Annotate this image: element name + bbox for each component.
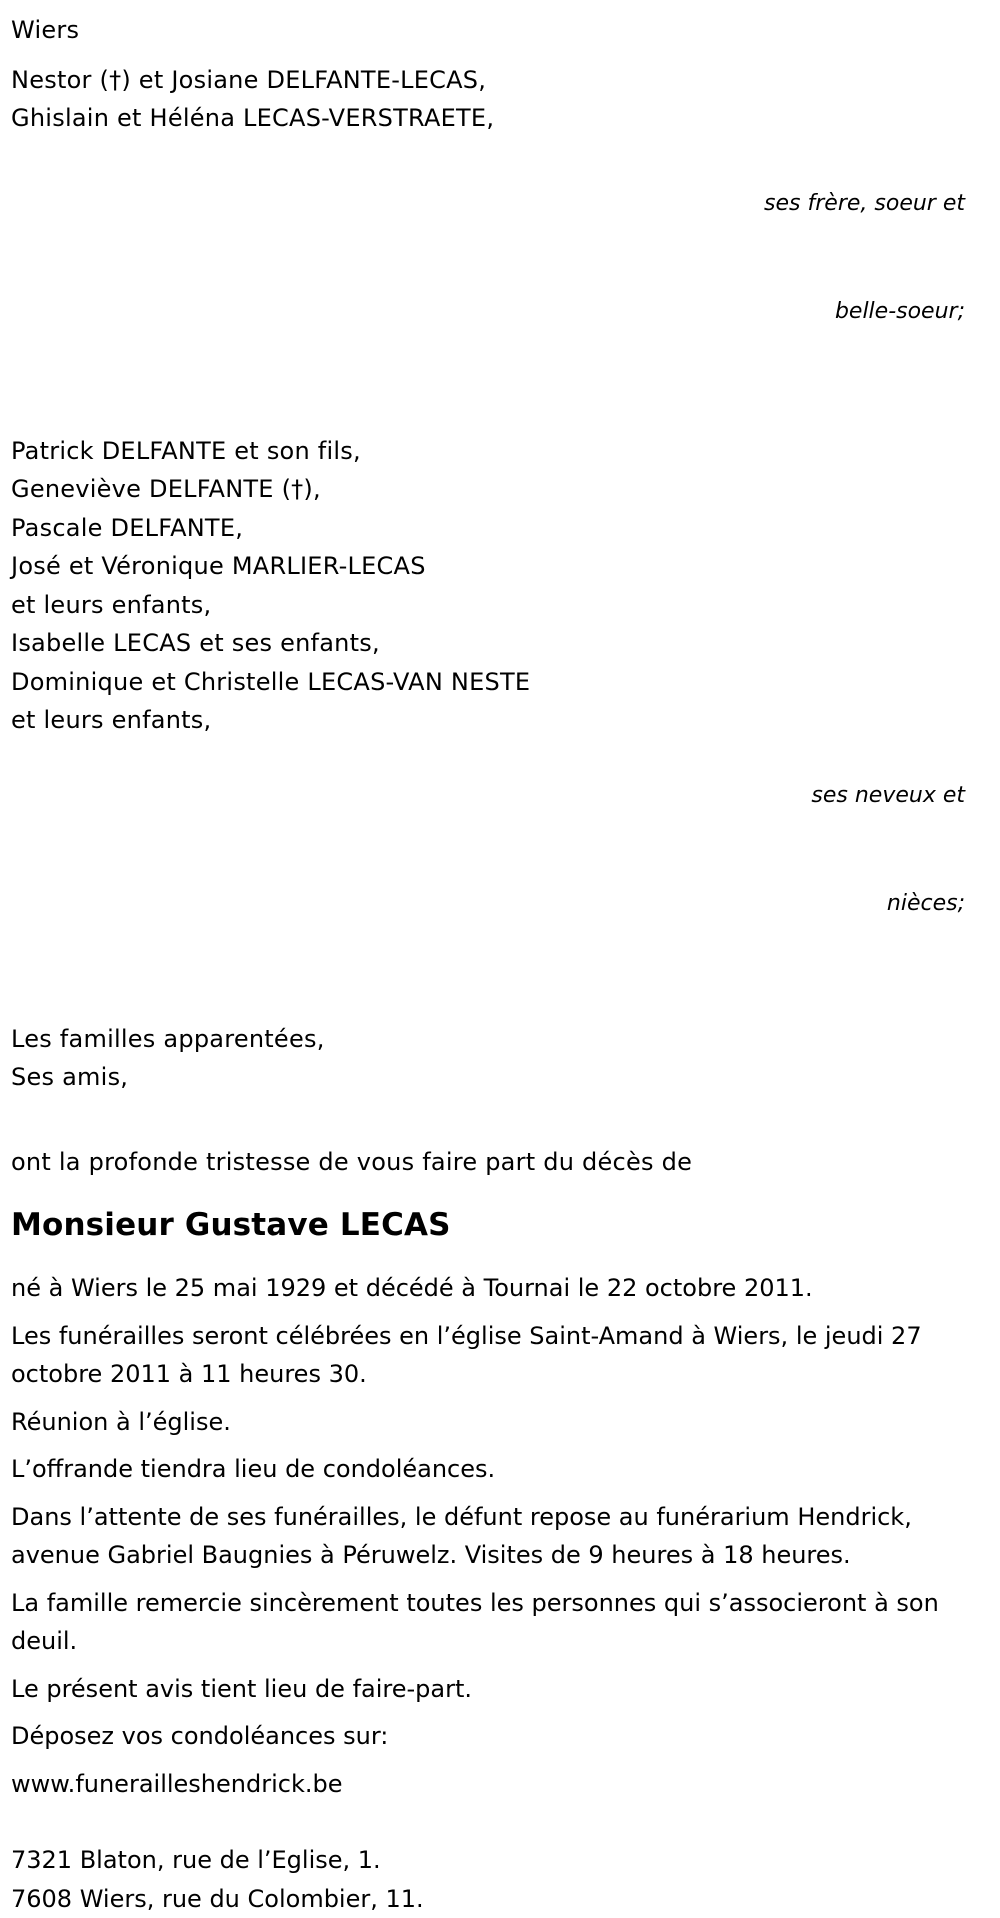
nephews-line-2: Geneviève DELFANTE (†), bbox=[11, 470, 965, 509]
detail-paragraph-funerarium: Dans l’attente de ses funérailles, le défunt repose au funérarium Hendrick, avenue Gabriel Baugnies à Péruwelz. Visites de 9 heures à 18 heures. bbox=[11, 1498, 965, 1575]
detail-paragraph-offrande: L’offrande tiendra lieu de condoléances. bbox=[11, 1450, 965, 1489]
nephews-line-8: et leurs enfants, bbox=[11, 701, 965, 740]
detail-paragraph-thanks: La famille remercie sincèrement toutes les personnes qui s’associeront à son deuil. bbox=[11, 1584, 965, 1661]
nephews-line-5: et leurs enfants, bbox=[11, 586, 965, 625]
details-block bbox=[11, 1269, 965, 1803]
siblings-block bbox=[11, 61, 965, 402]
others-line-2: Ses amis, bbox=[11, 1058, 965, 1097]
address-line-1: 7321 Blaton, rue de l’Eglise, 1. bbox=[11, 1841, 965, 1880]
condolences-website[interactable]: www.funerailleshendrick.be bbox=[11, 1765, 965, 1804]
deceased-name: Monsieur Gustave LECAS bbox=[11, 1205, 965, 1245]
nephews-line-3: Pascale DELFANTE, bbox=[11, 509, 965, 548]
detail-paragraph-birth-death: né à Wiers le 25 mai 1929 et décédé à Tournai le 22 octobre 2011. bbox=[11, 1269, 965, 1308]
relation-siblings-line-2: belle-soeur; bbox=[11, 294, 965, 330]
detail-paragraph-funeral: Les funérailles seront célébrées en l’église Saint-Amand à Wiers, le jeudi 27 octobre 2011 à 11 heures 30. bbox=[11, 1317, 965, 1394]
spacer bbox=[11, 408, 965, 432]
others-block bbox=[11, 1020, 965, 1097]
address-line-2: 7608 Wiers, rue du Colombier, 11. bbox=[11, 1880, 965, 1918]
others-line-1: Les familles apparentées, bbox=[11, 1020, 965, 1059]
spacer bbox=[11, 1181, 965, 1205]
spacer bbox=[11, 996, 965, 1020]
nephews-line-4: José et Véronique MARLIER-LECAS bbox=[11, 547, 965, 586]
addresses-block bbox=[11, 1841, 965, 1918]
nephews-line-7: Dominique et Christelle LECAS-VAN NESTE bbox=[11, 663, 965, 702]
relation-caption-nephews bbox=[11, 706, 965, 994]
locality-line: Wiers bbox=[11, 11, 965, 50]
relation-nephews-line-1: ses neveux et bbox=[11, 778, 965, 814]
siblings-line-1: Nestor (†) et Josiane DELFANTE-LECAS, bbox=[11, 61, 965, 100]
spacer bbox=[11, 1803, 965, 1841]
nephews-line-1: Patrick DELFANTE et son fils, bbox=[11, 432, 965, 471]
spacer bbox=[11, 50, 965, 61]
detail-paragraph-faire-part: Le présent avis tient lieu de faire-part. bbox=[11, 1670, 965, 1709]
nephews-line-6: Isabelle LECAS et ses enfants, bbox=[11, 624, 965, 663]
detail-paragraph-condolences-intro: Déposez vos condoléances sur: bbox=[11, 1717, 965, 1756]
nephews-block bbox=[11, 432, 965, 994]
relation-siblings-line-1: ses frère, soeur et bbox=[11, 186, 965, 222]
spacer bbox=[11, 1245, 965, 1269]
relation-caption-siblings bbox=[11, 114, 965, 402]
relation-nephews-line-2: nièces; bbox=[11, 886, 965, 922]
spacer bbox=[11, 1097, 965, 1143]
detail-paragraph-reunion: Réunion à l’église. bbox=[11, 1403, 965, 1442]
announcement-intro: ont la profonde tristesse de vous faire part du décès de bbox=[11, 1143, 965, 1182]
siblings-line-2: Ghislain et Héléna LECAS-VERSTRAETE, bbox=[11, 99, 965, 138]
